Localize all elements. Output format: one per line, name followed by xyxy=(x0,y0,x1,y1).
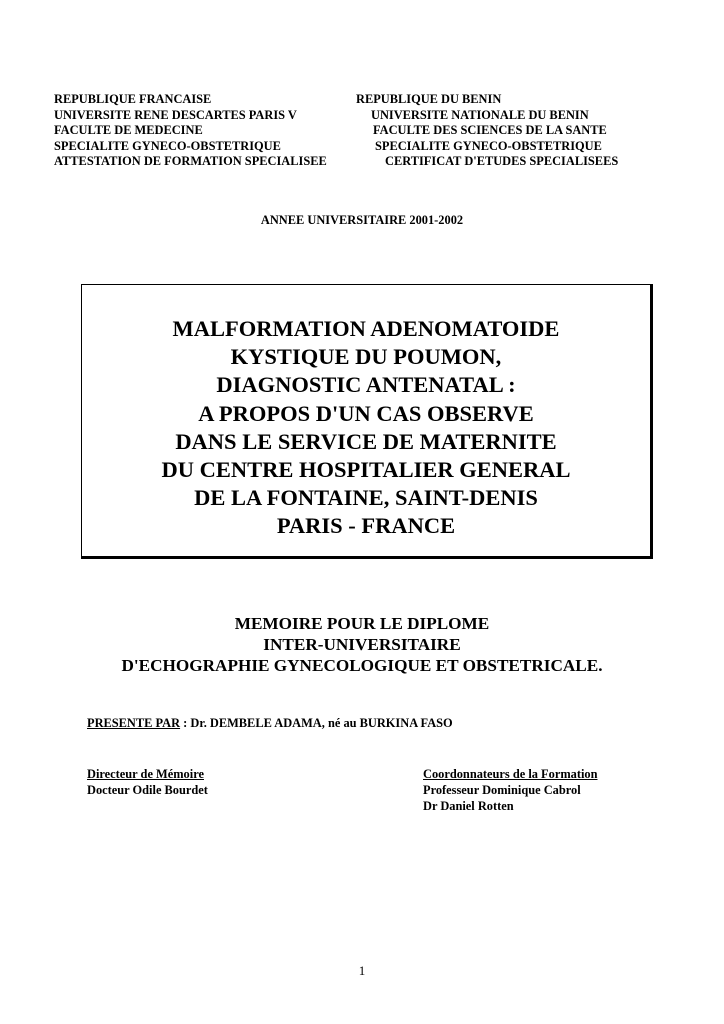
thesis-title xyxy=(82,315,650,541)
subtitle-line: D'ECHOGRAPHIE GYNECOLOGIQUE ET OBSTETRICALE. xyxy=(121,655,603,675)
academic-year: ANNEE UNIVERSITAIRE 2001-2002 xyxy=(260,213,464,227)
header-left-line: SPECIALITE GYNECO-OBSTETRIQUE xyxy=(54,138,281,153)
header-left-line: ATTESTATION DE FORMATION SPECIALISEE xyxy=(54,154,327,169)
director-name: Docteur Odile Bourdet xyxy=(87,783,208,797)
presented-by-text: : Dr. DEMBELE ADAMA, né au BURKINA FASO xyxy=(180,716,453,730)
header-right-line: REPUBLIQUE DU BENIN xyxy=(356,92,502,106)
header-left-line: FACULTE DE MEDECINE xyxy=(54,123,203,138)
page-number: 1 xyxy=(358,963,366,978)
director-heading: Directeur de Mémoire xyxy=(87,767,204,781)
presented-by-label: PRESENTE PAR xyxy=(87,716,181,730)
presented-by xyxy=(87,716,453,731)
diploma-subtitle xyxy=(0,614,724,676)
header-left-line: UNIVERSITE RENE DESCARTES PARIS V xyxy=(54,107,297,122)
thesis-director xyxy=(87,766,208,798)
subtitle-line: MEMOIRE POUR LE DIPLOME xyxy=(234,614,490,633)
coordinators-heading: Coordonnateurs de la Formation xyxy=(423,767,598,781)
header-left-institutions xyxy=(54,92,327,170)
header-right-line: UNIVERSITE NATIONALE DU BENIN xyxy=(371,107,589,122)
header-left-line: REPUBLIQUE FRANCAISE xyxy=(54,92,212,106)
header-right-institutions xyxy=(356,92,618,170)
title-line: DU CENTRE HOSPITALIER GENERAL xyxy=(161,457,571,483)
header-right-line: CERTIFICAT D'ETUDES SPECIALISEES xyxy=(385,154,619,169)
title-line: DE LA FONTAINE, SAINT-DENIS xyxy=(194,485,538,511)
title-box xyxy=(81,284,653,559)
title-line: MALFORMATION ADENOMATOIDE xyxy=(172,316,560,341)
header-right-line: SPECIALITE GYNECO-OBSTETRIQUE xyxy=(375,138,602,153)
subtitle-line: INTER-UNIVERSITAIRE xyxy=(263,634,461,654)
title-line: PARIS - FRANCE xyxy=(276,513,456,539)
header-right-line: FACULTE DES SCIENCES DE LA SANTE xyxy=(373,123,607,138)
coordinator-name: Dr Daniel Rotten xyxy=(423,799,514,813)
title-line: A PROPOS D'UN CAS OBSERVE xyxy=(198,400,534,426)
title-line: DIAGNOSTIC ANTENATAL : xyxy=(216,372,516,398)
title-line: DANS LE SERVICE DE MATERNITE xyxy=(175,428,557,454)
coordinator-name: Professeur Dominique Cabrol xyxy=(423,783,581,797)
title-line: KYSTIQUE DU POUMON, xyxy=(230,344,502,370)
coordinators xyxy=(423,766,598,814)
